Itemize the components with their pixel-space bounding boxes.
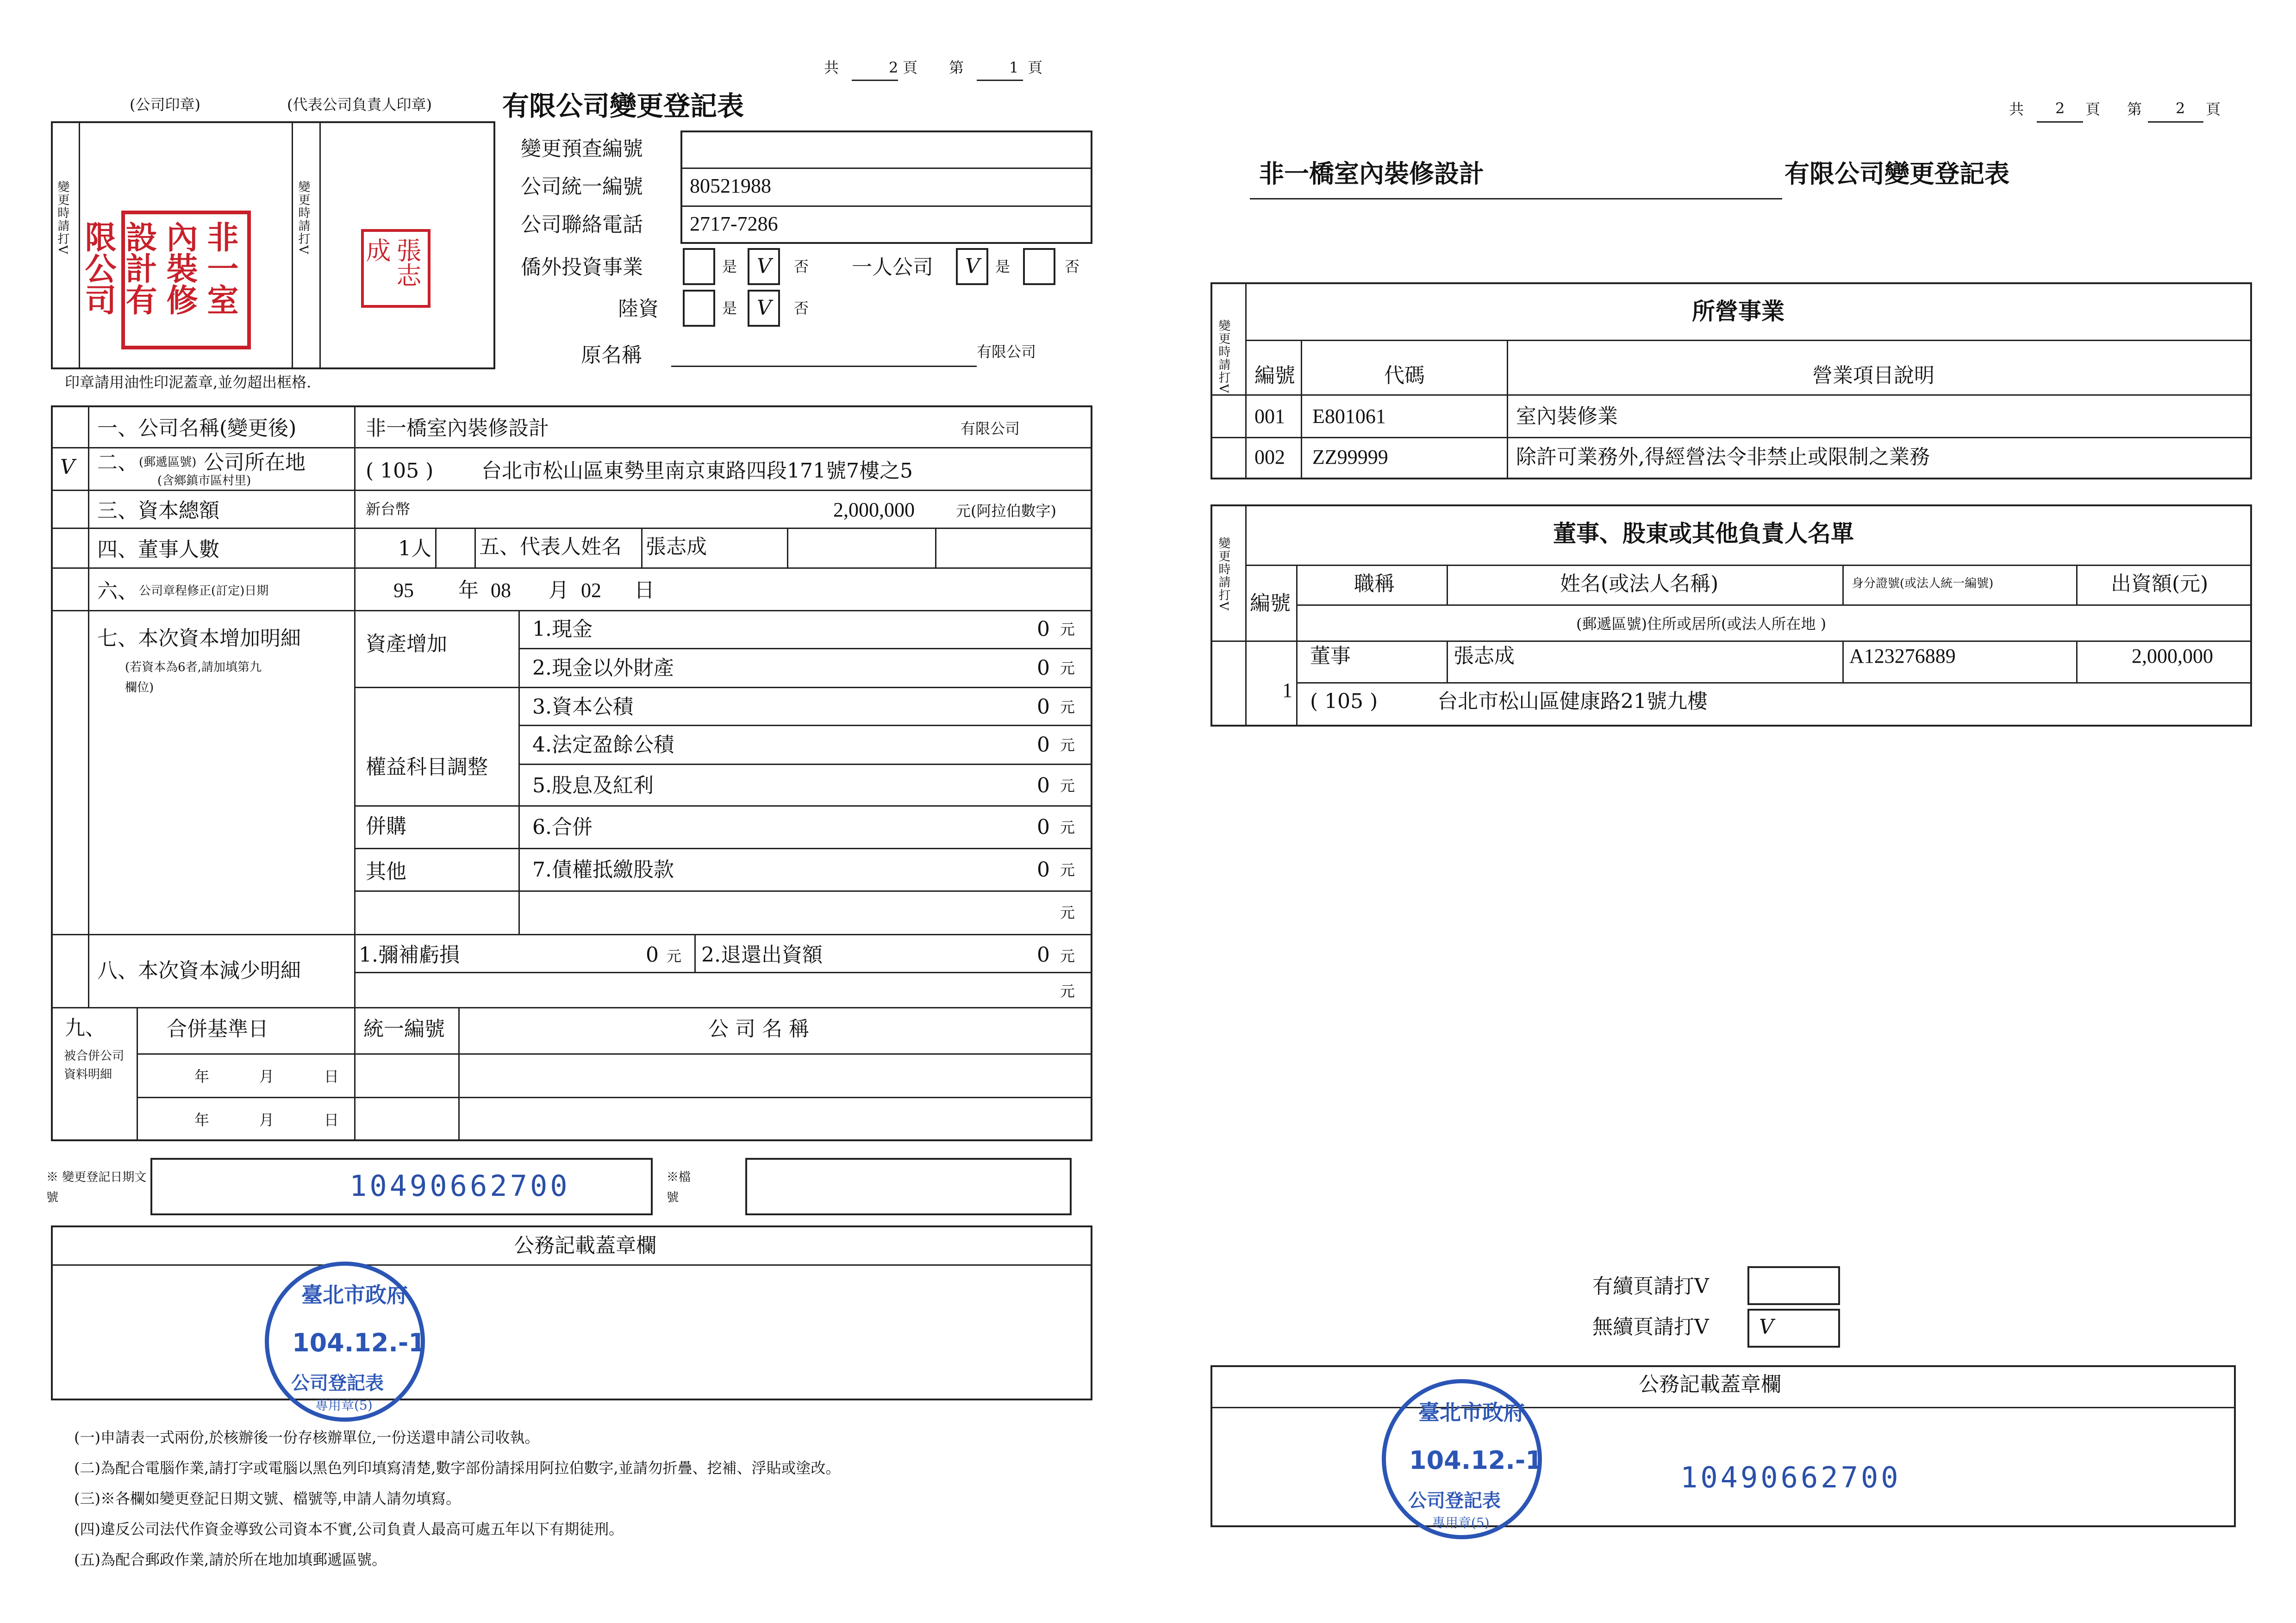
p2-title: 有限公司變更登記表	[1784, 159, 2009, 188]
p2-official-label: 公務記載蓋章欄	[1639, 1373, 1781, 1396]
item-3: 3.資本公積	[532, 695, 633, 719]
r4-value[interactable]: 1人	[398, 537, 431, 560]
mainland-label: 陸資	[618, 297, 659, 321]
dir-row-title[interactable]: 董事	[1310, 644, 1351, 668]
dir-header: 董事、股東或其他負責人名單	[1553, 520, 1854, 547]
note-3: (三)※各欄如變更登記日期文號、檔號等,申請人請勿填寫。	[74, 1490, 461, 1507]
yuan-3: 元	[1060, 698, 1075, 716]
one-person-yes: 是	[995, 258, 1011, 275]
asset-increase: 資產增加	[366, 632, 447, 656]
r7-label: 七、本次資本增加明細	[97, 627, 301, 650]
file-no-label: ※檔號	[667, 1170, 691, 1205]
item-7: 7.債權抵繳股款	[532, 858, 674, 882]
p2-seal-top-text: 臺北市政府	[1418, 1400, 1525, 1425]
seal-sub-text: 專用章(5)	[315, 1398, 373, 1413]
r2-label-d: (含鄉鎮市區村里)	[157, 474, 251, 488]
p2-page-total-prefix: 共	[2009, 100, 2024, 118]
dir-row-no: 1	[1282, 679, 1292, 702]
r8-refund-label: 2.退還出資額	[701, 943, 823, 967]
official-label: 公務記載蓋章欄	[514, 1234, 656, 1257]
p2-company-name[interactable]: 非一橋室內裝修設計	[1259, 159, 1484, 188]
cont-no-check: V	[1759, 1315, 1774, 1339]
p2-official-seal	[1382, 1379, 1542, 1539]
page-number-suffix: 頁	[1028, 59, 1043, 76]
seal-bottom-text: 公司登記表	[291, 1372, 384, 1394]
biz-row2-no: 002	[1254, 446, 1285, 468]
biz-side-note: 變更時請打V	[1217, 319, 1230, 394]
seal-side-note-2: 變更時請打V	[296, 180, 310, 255]
file-no-box	[745, 1158, 1072, 1215]
dir-row-name[interactable]: 張志成	[1454, 644, 1515, 668]
r9-month-1: 月	[259, 1068, 275, 1085]
dir-col-id: 身分證號(或法人統一編號)	[1852, 577, 1994, 591]
r9-day-1: 日	[324, 1068, 339, 1085]
page-total: 2	[889, 59, 898, 76]
r5-value[interactable]: 張志成	[646, 535, 707, 559]
p2-seal-date: 104.12.-1	[1409, 1446, 1543, 1475]
p2-page-number-suffix: 頁	[2206, 100, 2221, 118]
r9-day-2: 日	[324, 1111, 339, 1129]
biz-row2-code[interactable]: ZZ99999	[1312, 446, 1388, 468]
dir-col-amount: 出資額(元)	[2111, 572, 2209, 596]
item-3-value[interactable]: 0	[1037, 695, 1050, 719]
phone-value[interactable]: 2717-7286	[690, 212, 778, 235]
company-seal-label: (公司印章)	[130, 96, 200, 113]
doc-no-label: ※ 變更登記日期文號	[46, 1170, 147, 1205]
dir-row-zip[interactable]: ( 105 )	[1310, 690, 1378, 713]
yuan-8: 元	[1060, 904, 1075, 921]
r5-label: 五、代表人姓名	[479, 535, 622, 559]
biz-header: 所營事業	[1692, 298, 1784, 325]
r8-refund-yuan: 元	[1060, 947, 1075, 965]
prereview-label: 變更預查編號	[521, 137, 643, 161]
mainland-yes-box[interactable]	[683, 290, 715, 327]
r1-suffix: 有限公司	[961, 420, 1020, 437]
r8-loss-label: 1.彌補虧損	[359, 943, 460, 967]
dir-row-address[interactable]: 台北市松山區健康路21號九樓	[1437, 690, 1708, 713]
dir-row-amount[interactable]: 2,000,000	[2132, 645, 2213, 667]
r2-label-a: 二、	[97, 451, 138, 474]
one-person-no: 否	[1065, 258, 1080, 275]
seal-top-text: 臺北市政府	[301, 1282, 408, 1307]
r7-note: (若資本為6者,請加填第九欄位)	[125, 660, 262, 695]
overseas-yes: 是	[722, 258, 737, 275]
r6-month-unit: 月	[549, 578, 569, 602]
note-2: (二)為配合電腦作業,請打字或電腦以黑色列印填寫清楚,數字部份請採用阿拉伯數字,並請勿折疊、挖補、浮貼或塗改。	[74, 1459, 841, 1477]
cont-yes-box[interactable]	[1747, 1266, 1840, 1305]
biz-row1-code[interactable]: E801061	[1312, 405, 1386, 428]
dir-col-no: 編號	[1250, 591, 1291, 615]
r8-label: 八、本次資本減少明細	[97, 959, 301, 983]
r3-amount[interactable]: 2,000,000	[833, 498, 915, 521]
cont-yes-label: 有續頁請打V	[1592, 1275, 1709, 1298]
item-5-value[interactable]: 0	[1037, 774, 1050, 797]
dir-col-address: (郵遞區號)住所或居所(或法人所在地 )	[1576, 615, 1827, 633]
phone-label: 公司聯絡電話	[521, 213, 643, 236]
dir-row-id[interactable]: A123276889	[1849, 645, 1956, 667]
one-person-label: 一人公司	[852, 255, 933, 279]
r9-date-header: 合併基準日	[167, 1017, 268, 1041]
note-1: (一)申請表一式兩份,於核辦後一份存核辦單位,一份送還申請公司收執。	[74, 1429, 540, 1446]
doc-no-value: 10490662700	[349, 1169, 570, 1203]
r2-address[interactable]: 台北市松山區東勢里南京東路四段171號7樓之5	[481, 459, 913, 483]
yuan-5: 元	[1060, 777, 1075, 795]
rep-seal-label: (代表公司負責人印章)	[287, 96, 432, 113]
item-4-value[interactable]: 0	[1037, 733, 1050, 757]
official-seal	[265, 1262, 425, 1422]
page-title: 有限公司變更登記表	[502, 90, 744, 122]
r2-check: V	[60, 455, 75, 479]
dir-col-title: 職稱	[1354, 572, 1395, 596]
item-6: 6.合併	[532, 815, 593, 839]
biz-row2-desc[interactable]: 除許可業務外,得經營法令非禁止或限制之業務	[1516, 445, 1930, 469]
dir-side-note: 變更時請打V	[1217, 537, 1230, 611]
overseas-no: 否	[794, 258, 809, 275]
item-1: 1.現金	[532, 617, 593, 641]
yuan-4: 元	[1060, 736, 1075, 754]
seal-note: 印章請用油性印泥蓋章,並勿超出框格.	[65, 373, 312, 391]
page-unit: 頁	[903, 59, 918, 76]
seal-date: 104.12.-1	[292, 1328, 426, 1357]
p2-seal-bottom-text: 公司登記表	[1408, 1490, 1501, 1511]
r8-loss-value[interactable]: 0	[646, 943, 659, 967]
r8-refund-value[interactable]: 0	[1037, 943, 1050, 967]
overseas-label: 僑外投資事業	[521, 255, 643, 279]
note-5: (五)為配合郵政作業,請於所在地加填郵遞區號。	[74, 1551, 387, 1568]
mainland-no-check: V	[757, 296, 772, 320]
one-person-no-box[interactable]	[1023, 248, 1055, 285]
r2-zip[interactable]: ( 105 )	[366, 459, 434, 483]
seal-side-note-1: 變更時請打V	[56, 180, 69, 255]
r8-loss-yuan: 元	[667, 947, 682, 965]
overseas-no-check: V	[757, 255, 772, 278]
dir-col-name: 姓名(或法人名稱)	[1560, 572, 1719, 596]
yuan-6: 元	[1060, 819, 1075, 836]
yuan-2: 元	[1060, 659, 1075, 677]
note-4: (四)違反公司法代作資金導致公司資本不實,公司負責人最高可處五年以下有期徒刑。	[74, 1520, 624, 1538]
p2-page-total: 2	[2055, 99, 2065, 117]
one-person-yes-check: V	[965, 255, 980, 278]
original-name-suffix: 有限公司	[977, 343, 1036, 361]
r2-label-b: (郵遞區號)	[139, 455, 197, 469]
r6-year[interactable]: 95	[393, 579, 414, 602]
p2-seal-sub-text: 專用章(5)	[1432, 1515, 1490, 1530]
r9-label-b: 被合併公司資料明細	[64, 1049, 125, 1082]
r6-label-b: 公司章程修正(訂定)日期	[139, 584, 269, 598]
item-6-value[interactable]: 0	[1037, 815, 1050, 839]
uid-label: 公司統一編號	[521, 175, 643, 199]
r9-name-header: 公 司 名 稱	[708, 1017, 809, 1041]
biz-col-code: 代碼	[1384, 364, 1425, 387]
yuan-7: 元	[1060, 861, 1075, 879]
equity-adjustment: 權益科目調整	[366, 755, 488, 779]
r9-year-2: 年	[194, 1111, 210, 1129]
r3-currency: 新台幣	[366, 500, 411, 518]
item-5: 5.股息及紅利	[532, 774, 654, 797]
item-4: 4.法定盈餘公積	[532, 733, 674, 757]
p2-page-number: 2	[2176, 99, 2185, 117]
mainland-no: 否	[794, 299, 809, 317]
r8-yuan-2: 元	[1060, 983, 1075, 1000]
r3-unit: 元(阿拉伯數字)	[956, 502, 1056, 520]
r9-month-2: 月	[259, 1111, 275, 1129]
p2-doc-no-value: 10490662700	[1680, 1461, 1901, 1494]
item-7-value[interactable]: 0	[1037, 858, 1050, 882]
merger: 併購	[366, 815, 406, 838]
p2-page-number-prefix: 第	[2127, 100, 2142, 118]
biz-row1-desc[interactable]: 室內裝修業	[1516, 404, 1618, 428]
p2-page-unit: 頁	[2085, 100, 2101, 118]
cont-no-label: 無續頁請打V	[1592, 1315, 1709, 1339]
item-2-value[interactable]: 0	[1037, 656, 1050, 680]
r4-label: 四、董事人數	[97, 538, 219, 561]
original-name-label: 原名稱	[581, 343, 642, 367]
r6-month[interactable]: 08	[491, 579, 511, 602]
page-number: 1	[1009, 59, 1019, 76]
biz-row1-no: 001	[1254, 405, 1285, 428]
company-seal-stamp: 非一室內裝修設計有限公司	[121, 211, 251, 349]
rep-seal-stamp: 張志成	[361, 229, 430, 308]
mainland-yes: 是	[722, 299, 737, 317]
r9-label-a: 九、	[65, 1016, 106, 1040]
item-1-value[interactable]: 0	[1037, 617, 1050, 641]
biz-col-desc: 營業項目說明	[1812, 364, 1934, 387]
r6-day-unit: 日	[634, 578, 655, 602]
yuan-1: 元	[1060, 621, 1075, 638]
r1-label: 一、公司名稱(變更後)	[97, 417, 297, 440]
r3-label: 三、資本總額	[97, 499, 219, 522]
other: 其他	[366, 860, 406, 883]
r1-company-name[interactable]: 非一橋室內裝修設計	[366, 417, 549, 440]
r2-label-c: 公司所在地	[204, 451, 306, 474]
page-total-prefix: 共	[824, 59, 839, 76]
overseas-yes-box[interactable]	[683, 248, 715, 285]
r9-uid-header: 統一編號	[363, 1017, 445, 1041]
uid-value[interactable]: 80521988	[690, 174, 771, 197]
r9-year-1: 年	[194, 1068, 210, 1085]
r6-day[interactable]: 02	[581, 579, 601, 602]
page-number-prefix: 第	[949, 59, 964, 76]
item-2: 2.現金以外財產	[532, 656, 674, 680]
r6-label-a: 六、	[97, 579, 138, 603]
biz-col-no: 編號	[1254, 364, 1295, 387]
r6-year-unit: 年	[458, 578, 479, 602]
